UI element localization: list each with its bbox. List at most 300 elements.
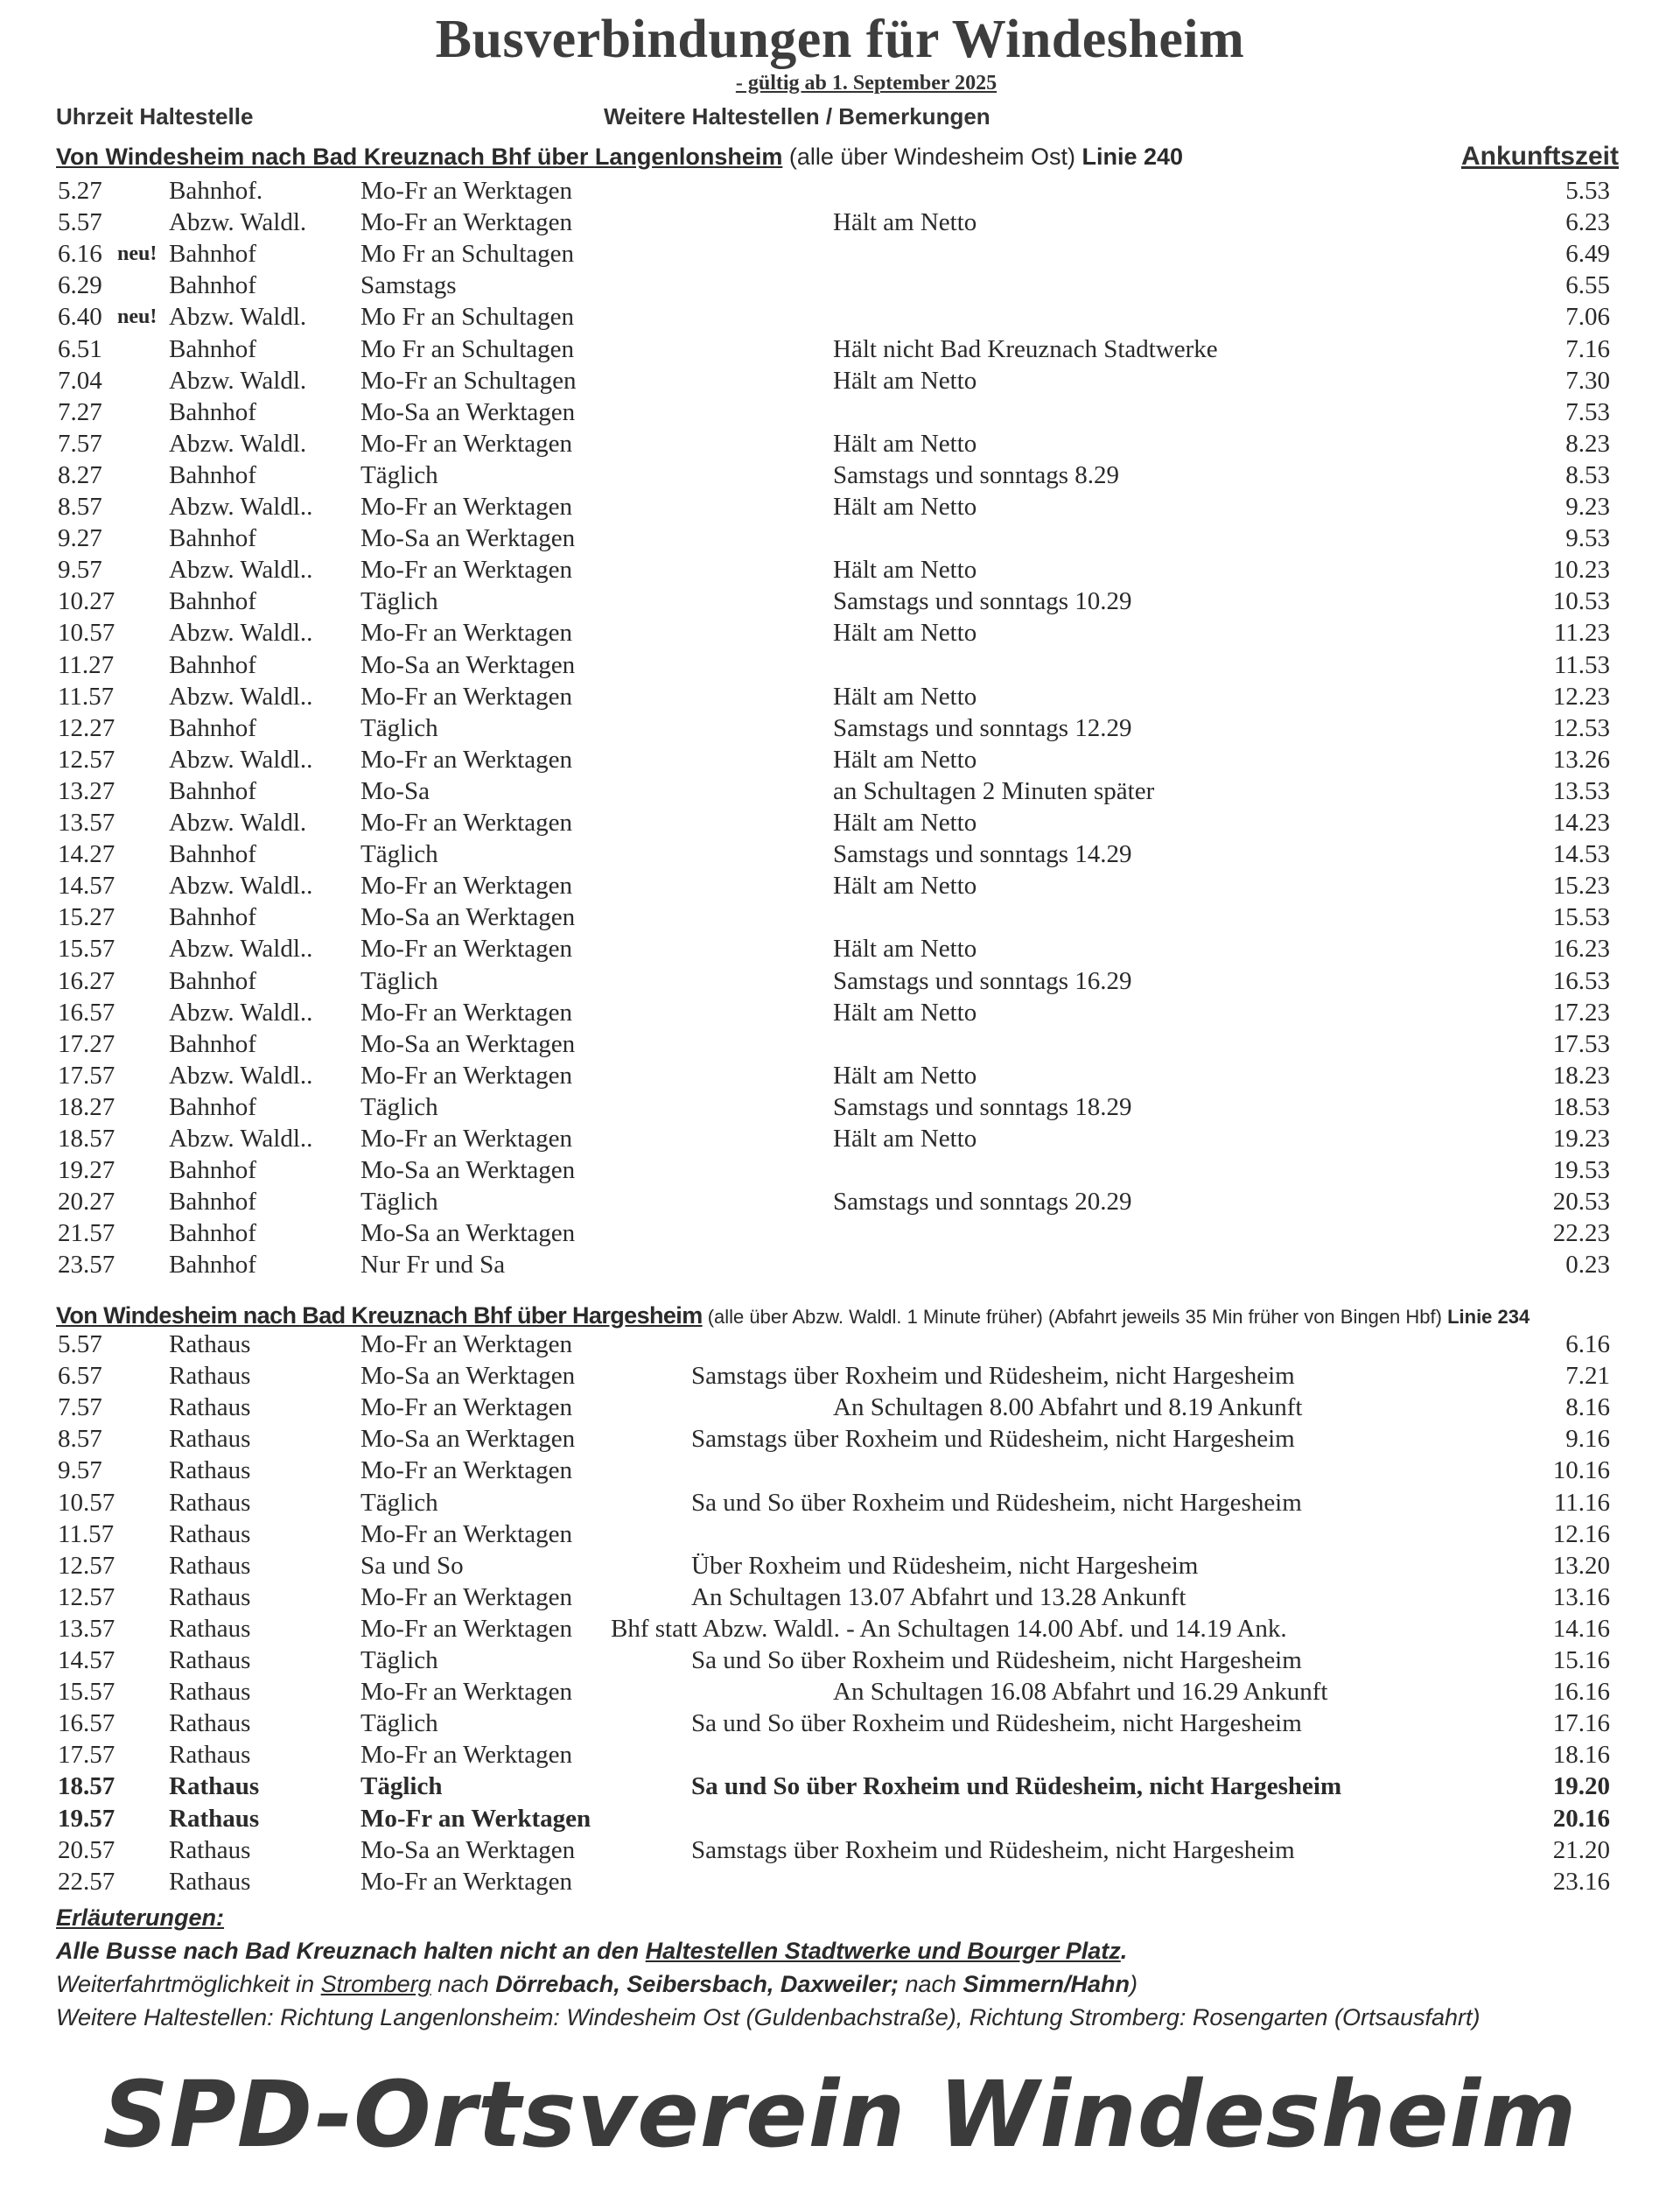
remark: Sa und So über Roxheim und Rüdesheim, nicht Hargesheim [691,1709,1302,1738]
notes-line-2-sep2: nach [898,1971,963,1997]
table-row [0,809,1680,840]
departure-time: 11.57 [58,1519,115,1548]
remark: Hält am Netto [833,682,977,711]
notes-title: Erläuterungen: [56,1904,225,1931]
stop-name: Bahnhof [169,713,256,742]
stop-name: Abzw. Waldl.. [169,682,313,711]
arrival-time: 8.23 [1565,429,1610,458]
service-days: Mo-Fr an Werktagen [360,556,572,585]
remark: Hält am Netto [833,493,977,521]
stop-name: Rathaus [169,1709,251,1738]
notes-heading [56,1904,224,1932]
departure-time: 16.57 [58,998,116,1027]
departure-time: 17.27 [58,1029,116,1058]
arrival-time: 12.53 [1552,713,1610,742]
section2-heading [56,1302,1530,1329]
table-row [0,1520,1680,1552]
service-days: Mo-Fr an Werktagen [360,493,572,521]
stop-name: Abzw. Waldl. [169,366,307,395]
service-days: Mo Fr an Schultagen [360,240,575,269]
arrival-time: 5.53 [1565,177,1610,205]
arrival-time: 9.23 [1565,493,1610,521]
new-badge: neu! [117,242,158,266]
remark: Hält am Netto [833,208,977,237]
departure-time: 19.27 [58,1156,116,1185]
table-row [0,1709,1680,1741]
validity-date: - gültig ab 1. September 2025 [735,72,998,95]
arrival-time: 17.16 [1552,1709,1610,1738]
arrival-time: 19.53 [1552,1156,1610,1185]
stop-name: Rathaus [169,1741,251,1770]
departure-time: 5.27 [58,177,102,205]
footer-org-name: SPD-Ortsverein Windesheim [102,2061,1578,2168]
service-days: Mo-Fr an Werktagen [360,682,572,711]
stop-name: Bahnhof [169,650,256,679]
table-row [0,1615,1680,1646]
table-row [0,1330,1680,1362]
arrival-time: 6.49 [1565,240,1610,269]
notes-line-2 [56,1971,1138,1998]
stop-name: Rathaus [169,1835,251,1864]
stop-name: Abzw. Waldl.. [169,1061,313,1090]
table-row [0,524,1680,556]
remark: Sa und So über Roxheim und Rüdesheim, nicht Hargesheim [691,1772,1342,1801]
notes-line-2-simmern: Simmern/Hahn [962,1971,1130,1997]
remark: Hält am Netto [833,745,977,774]
service-days: Mo-Sa an Werktagen [360,1425,576,1454]
stop-name: Abzw. Waldl. [169,429,307,458]
arrival-time: 12.23 [1552,682,1610,711]
arrival-time: 20.53 [1552,1188,1610,1217]
remark: Sa und So über Roxheim und Rüdesheim, nicht Hargesheim [691,1646,1302,1674]
arrival-time: 11.23 [1553,619,1610,648]
table-row [0,1868,1680,1899]
remark: Bhf statt Abzw. Waldl. - An Schultagen 14.00 Abf. und 14.19 Ank. [611,1614,1287,1643]
table-row [0,1062,1680,1093]
service-days: Mo-Sa an Werktagen [360,524,576,553]
table-row [0,240,1680,271]
arrival-time: 14.53 [1552,840,1610,869]
table-row [0,1125,1680,1156]
notes-line-2-text: Weiterfahrtmöglichkeit in [56,1971,321,1997]
stop-name: Bahnhof [169,1251,256,1280]
departure-time: 12.57 [58,1582,116,1611]
remark: Samstags und sonntags 10.29 [833,587,1132,616]
notes-line-3-text: Weitere Haltestellen: Richtung Langenlonsheim: Windesheim Ost (Guldenbachstraße), Richtung Stromberg: Rosengarten (Ortsausfahrt) [56,2004,1480,2030]
departure-time: 7.27 [58,397,102,426]
arrival-time: 18.53 [1552,1092,1610,1121]
stop-name: Rathaus [169,1582,251,1611]
departure-time: 9.57 [58,1456,102,1485]
table-row [0,935,1680,966]
header-time-stop: Uhrzeit Haltestelle [56,103,254,130]
service-days: Täglich [360,460,438,489]
table-row [0,1646,1680,1678]
stop-name: Bahnhof [169,1156,256,1185]
arrival-time: 22.23 [1552,1219,1610,1248]
service-days: Mo Fr an Schultagen [360,334,575,363]
service-days: Mo-Sa an Werktagen [360,1362,576,1391]
departure-time: 9.57 [58,556,102,585]
departure-time: 12.27 [58,713,116,742]
section1-line: Linie 240 [1082,144,1184,170]
service-days: Mo-Fr an Schultagen [360,366,577,395]
service-days: Mo-Fr an Werktagen [360,1393,572,1422]
departure-time: 15.57 [58,935,116,964]
arrival-time: 6.23 [1565,208,1610,237]
remark: Samstags und sonntags 16.29 [833,966,1132,995]
remark: Hält am Netto [833,809,977,837]
table-row [0,303,1680,334]
new-badge: neu! [117,305,158,329]
arrival-time: 17.53 [1552,1029,1610,1058]
remark: Samstags und sonntags 8.29 [833,460,1120,489]
service-days: Mo-Sa an Werktagen [360,397,576,426]
table-row [0,651,1680,683]
service-days: Mo-Fr an Werktagen [360,1582,572,1611]
table-row [0,840,1680,872]
arrival-time: 6.55 [1565,271,1610,300]
remark: An Schultagen 13.07 Abfahrt und 13.28 Ankunft [691,1582,1186,1611]
table-row [0,587,1680,619]
page-title: Busverbindungen für Windesheim [435,10,1245,69]
stop-name: Bahnhof [169,903,256,932]
departure-time: 15.27 [58,903,116,932]
service-days: Mo-Fr an Werktagen [360,1519,572,1548]
stop-name: Bahnhof [169,240,256,269]
table-row [0,1552,1680,1583]
arrival-time: 7.53 [1565,397,1610,426]
stop-name: Rathaus [169,1519,251,1548]
arrival-time: 11.16 [1553,1488,1610,1517]
table-row [0,746,1680,777]
departure-time: 16.27 [58,966,116,995]
remark: Hält am Netto [833,619,977,648]
service-days: Samstags [360,271,457,300]
remark: Samstags über Roxheim und Rüdesheim, nicht Hargesheim [691,1835,1295,1864]
table-row [0,1156,1680,1188]
table-row [0,1456,1680,1488]
service-days: Mo-Fr an Werktagen [360,1804,592,1833]
stop-name: Bahnhof [169,840,256,869]
departure-time: 23.57 [58,1251,116,1280]
service-days: Mo-Sa an Werktagen [360,650,576,679]
table-row [0,1583,1680,1615]
remark: Hält am Netto [833,935,977,964]
service-days: Täglich [360,1488,438,1517]
remark: Hält am Netto [833,429,977,458]
stop-name: Rathaus [169,1456,251,1485]
service-days: Mo-Fr an Werktagen [360,1614,572,1643]
departure-time: 14.57 [58,1646,116,1674]
departure-time: 7.57 [58,1393,102,1422]
stop-name: Abzw. Waldl.. [169,745,313,774]
arrival-time: 21.20 [1552,1835,1610,1864]
stop-name: Bahnhof [169,966,256,995]
remark: Samstags und sonntags 20.29 [833,1188,1132,1217]
table-row [0,1805,1680,1836]
section2-route: Von Windesheim nach Bad Kreuznach Bhf über Hargesheim [56,1302,703,1329]
notes-line-1-text: Alle Busse nach Bad Kreuznach halten nicht an den [56,1938,646,1964]
service-days: Mo-Fr an Werktagen [360,998,572,1027]
stop-name: Rathaus [169,1772,260,1801]
table-row [0,1251,1680,1282]
stop-name: Abzw. Waldl.. [169,1125,313,1153]
departure-time: 8.57 [58,1425,102,1454]
table-row [0,683,1680,714]
table-row [0,777,1680,809]
stop-name: Rathaus [169,1425,251,1454]
departure-time: 21.57 [58,1219,116,1248]
arrival-time: 15.23 [1552,872,1610,901]
stop-name: Rathaus [169,1646,251,1674]
departure-time: 19.57 [58,1804,116,1833]
stop-name: Bahnhof [169,524,256,553]
departure-time: 9.27 [58,524,102,553]
arrival-time: 10.53 [1552,587,1610,616]
table-row [0,1030,1680,1062]
arrival-time: 19.23 [1552,1125,1610,1153]
table-row [0,999,1680,1030]
arrival-time: 7.30 [1565,366,1610,395]
stop-name: Bahnhof [169,1029,256,1058]
departure-time: 6.29 [58,271,102,300]
notes-line-3 [56,2004,1480,2031]
service-days: Mo-Sa [360,776,430,805]
service-days: Mo-Fr an Werktagen [360,429,572,458]
remark: An Schultagen 8.00 Abfahrt und 8.19 Ankunft [833,1393,1303,1422]
arrival-time: 10.23 [1552,556,1610,585]
stop-name: Rathaus [169,1867,251,1896]
table-row [0,208,1680,240]
arrival-time: 18.16 [1552,1741,1610,1770]
departure-time: 8.27 [58,460,102,489]
stop-name: Rathaus [169,1551,251,1580]
stop-name: Abzw. Waldl.. [169,998,313,1027]
stop-name: Rathaus [169,1488,251,1517]
table-row [0,1836,1680,1868]
stop-name: Abzw. Waldl. [169,303,307,332]
arrival-time: 18.23 [1552,1061,1610,1090]
section1-route: Von Windesheim nach Bad Kreuznach Bhf über Langenlonsheim [56,144,783,170]
stop-name: Bahnhof [169,1188,256,1217]
table-row [0,556,1680,587]
departure-time: 20.27 [58,1188,116,1217]
notes-line-1 [56,1938,1127,1965]
table-row [0,1188,1680,1219]
remark: Samstags und sonntags 18.29 [833,1092,1132,1121]
remark: Samstags über Roxheim und Rüdesheim, nicht Hargesheim [691,1425,1295,1454]
table-row [0,1362,1680,1393]
departure-time: 10.57 [58,1488,116,1517]
arrival-time: 14.16 [1552,1614,1610,1643]
departure-time: 17.57 [58,1061,116,1090]
arrival-time: 9.16 [1565,1425,1610,1454]
arrival-time: 12.16 [1552,1519,1610,1548]
service-days: Mo-Fr an Werktagen [360,1125,572,1153]
service-days: Mo-Fr an Werktagen [360,745,572,774]
section1-note: (alle über Windesheim Ost) [782,144,1082,170]
departure-time: 7.57 [58,429,102,458]
departure-time: 20.57 [58,1835,116,1864]
stop-name: Abzw. Waldl.. [169,872,313,901]
departure-time: 6.57 [58,1362,102,1391]
arrival-time: 13.53 [1552,776,1610,805]
departure-time: 15.57 [58,1678,116,1707]
service-days: Mo-Sa an Werktagen [360,1835,576,1864]
departure-time: 11.57 [58,682,115,711]
service-days: Mo-Sa an Werktagen [360,1219,576,1248]
remark: Hält am Netto [833,1125,977,1153]
departure-time: 16.57 [58,1709,116,1738]
arrival-time: 6.16 [1565,1330,1610,1358]
service-days: Mo-Fr an Werktagen [360,935,572,964]
departure-time: 7.04 [58,366,102,395]
remark: Hält am Netto [833,1061,977,1090]
stop-name: Abzw. Waldl. [169,208,307,237]
departure-time: 8.57 [58,493,102,521]
departure-time: 13.57 [58,809,116,837]
remark: Sa und So über Roxheim und Rüdesheim, nicht Hargesheim [691,1488,1302,1517]
service-days: Täglich [360,966,438,995]
remark: Samstags und sonntags 14.29 [833,840,1132,869]
remark: Hält am Netto [833,366,977,395]
notes-line-1-end: . [1120,1938,1128,1964]
stop-name: Abzw. Waldl.. [169,556,313,585]
departure-time: 10.57 [58,619,116,648]
table-row [0,1093,1680,1125]
table-row [0,398,1680,430]
table-row [0,714,1680,746]
service-days: Mo-Sa an Werktagen [360,1156,576,1185]
table-row [0,177,1680,208]
table-row [0,367,1680,398]
notes-line-2-end: ) [1130,1971,1138,1997]
arrival-header: Ankunftszeit [1461,142,1619,171]
arrival-time: 15.16 [1552,1646,1610,1674]
section2-line: Linie 234 [1447,1306,1530,1328]
table-row [0,430,1680,461]
remark: Über Roxheim und Rüdesheim, nicht Hargesheim [691,1551,1199,1580]
service-days: Mo-Sa an Werktagen [360,903,576,932]
service-days: Mo-Fr an Werktagen [360,1061,572,1090]
stop-name: Bahnhof [169,1092,256,1121]
arrival-time: 20.16 [1552,1804,1610,1833]
stop-name: Bahnhof. [169,177,263,205]
stop-name: Bahnhof [169,460,256,489]
table-row [0,903,1680,935]
remark: Hält am Netto [833,998,977,1027]
arrival-time: 7.06 [1565,303,1610,332]
arrival-time: 7.16 [1565,334,1610,363]
departure-time: 14.27 [58,840,116,869]
table-row [0,967,1680,999]
notes-line-1-stops: Haltestellen Stadtwerke und Bourger Platz [645,1938,1121,1964]
service-days: Mo-Fr an Werktagen [360,619,572,648]
remark: An Schultagen 16.08 Abfahrt und 16.29 Ankunft [833,1678,1328,1707]
arrival-time: 11.53 [1553,650,1610,679]
stop-name: Rathaus [169,1330,251,1358]
departure-time: 10.27 [58,587,116,616]
arrival-time: 15.53 [1552,903,1610,932]
header-more-stops: Weitere Haltestellen / Bemerkungen [604,103,990,130]
table-row [0,1772,1680,1804]
stop-name: Bahnhof [169,776,256,805]
arrival-time: 17.23 [1552,998,1610,1027]
table-row [0,619,1680,650]
departure-time: 17.57 [58,1741,116,1770]
service-days: Täglich [360,1709,438,1738]
remark: Samstags und sonntags 12.29 [833,713,1132,742]
service-days: Mo-Fr an Werktagen [360,1456,572,1485]
departure-time: 13.57 [58,1614,116,1643]
arrival-time: 16.16 [1552,1678,1610,1707]
arrival-time: 16.23 [1552,935,1610,964]
service-days: Täglich [360,1772,443,1801]
arrival-time: 8.16 [1565,1393,1610,1422]
departure-time: 13.27 [58,776,116,805]
remark: Samstags über Roxheim und Rüdesheim, nicht Hargesheim [691,1362,1295,1391]
stop-name: Rathaus [169,1678,251,1707]
service-days: Mo-Fr an Werktagen [360,208,572,237]
notes-line-2-sep: nach [430,1971,496,1997]
arrival-time: 23.16 [1552,1867,1610,1896]
section2-note: (alle über Abzw. Waldl. 1 Minute früher) (Abfahrt jeweils 35 Min früher von Bingen Hbf) [702,1306,1448,1328]
service-days: Täglich [360,587,438,616]
remark: an Schultagen 2 Minuten später [833,776,1155,805]
service-days: Täglich [360,713,438,742]
table-row [0,1741,1680,1772]
stop-name: Abzw. Waldl.. [169,619,313,648]
stop-name: Bahnhof [169,334,256,363]
arrival-time: 13.16 [1552,1582,1610,1611]
departure-time: 6.51 [58,334,102,363]
departure-time: 12.57 [58,1551,116,1580]
table-row [0,1393,1680,1425]
notes-line-2-stromberg: Stromberg [320,1971,431,1997]
departure-time: 22.57 [58,1867,116,1896]
stop-name: Abzw. Waldl.. [169,493,313,521]
service-days: Mo-Fr an Werktagen [360,1330,572,1358]
service-days: Mo-Fr an Werktagen [360,1741,572,1770]
stop-name: Rathaus [169,1362,251,1391]
service-days: Mo-Fr an Werktagen [360,809,572,837]
arrival-time: 9.53 [1565,524,1610,553]
arrival-time: 7.21 [1565,1362,1610,1391]
table-row [0,493,1680,524]
service-days: Täglich [360,840,438,869]
remark: Hält nicht Bad Kreuznach Stadtwerke [833,334,1218,363]
table-row [0,872,1680,903]
arrival-time: 14.23 [1552,809,1610,837]
service-days: Täglich [360,1646,438,1674]
departure-time: 6.40 [58,303,102,332]
stop-name: Bahnhof [169,397,256,426]
stop-name: Bahnhof [169,1219,256,1248]
departure-time: 18.27 [58,1092,116,1121]
departure-time: 11.27 [58,650,115,679]
arrival-time: 19.20 [1552,1772,1610,1801]
table-row [0,1219,1680,1251]
departure-time: 18.57 [58,1772,116,1801]
table-row [0,1489,1680,1520]
stop-name: Rathaus [169,1393,251,1422]
stop-name: Bahnhof [169,271,256,300]
service-days: Mo-Fr an Werktagen [360,1678,572,1707]
stop-name: Bahnhof [169,587,256,616]
arrival-time: 16.53 [1552,966,1610,995]
departure-time: 14.57 [58,872,116,901]
